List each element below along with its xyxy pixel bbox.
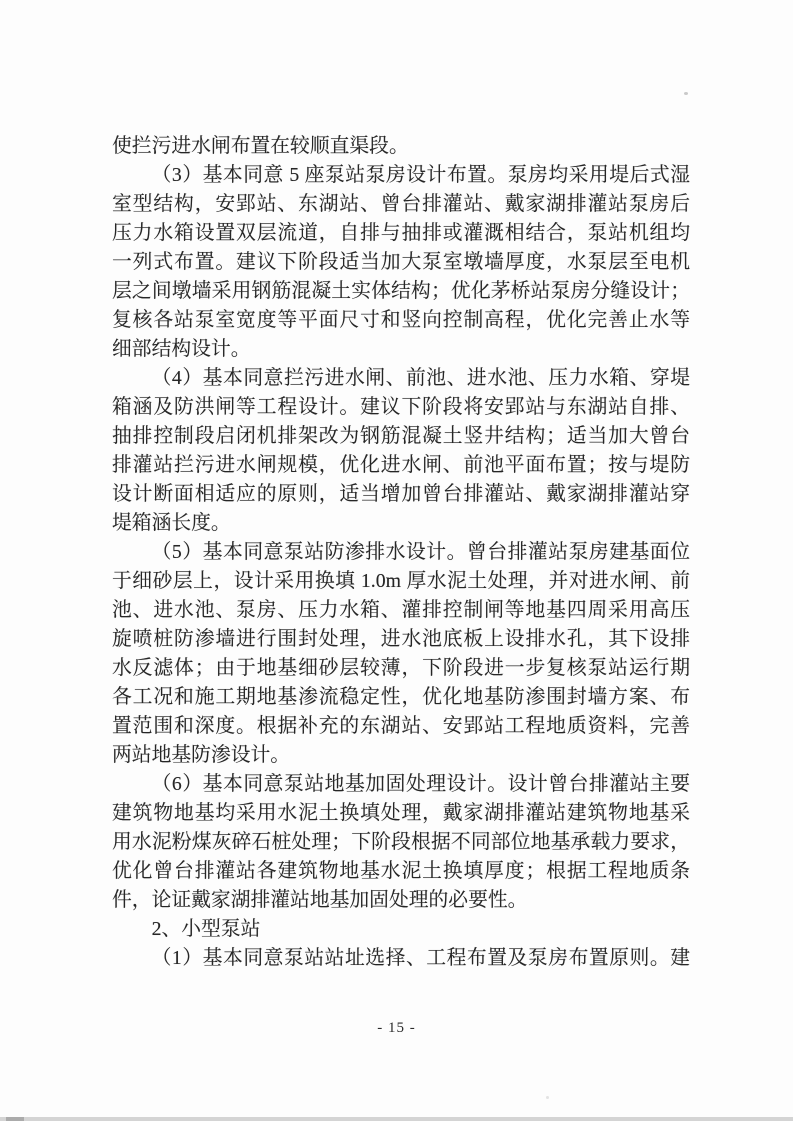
text-line: 复核各站泵室宽度等平面尺寸和竖向控制高程，优化完善止水等 bbox=[112, 309, 690, 331]
text-line: 排灌站拦污进水闸规模，优化进水闸、前池平面布置；按与堤防 bbox=[112, 454, 690, 476]
text-line: 各工况和施工期地基渗流稳定性，优化地基防渗围封墙方案、布 bbox=[112, 686, 690, 708]
text-line: （5）基本同意泵站防渗排水设计。曾台排灌站泵房建基面位 bbox=[151, 541, 690, 563]
document-body bbox=[112, 132, 690, 973]
text-line: 于细砂层上，设计采用换填 1.0m 厚水泥土处理，并对进水闸、前 bbox=[112, 570, 690, 592]
text-line: 2、小型泵站 bbox=[151, 918, 261, 940]
text-line: 水反滤体；由于地基细砂层较薄，下阶段进一步复核泵站运行期 bbox=[112, 657, 690, 679]
text-line: 旋喷桩防渗墙进行围封处理，进水池底板上设排水孔，其下设排 bbox=[112, 628, 690, 650]
text-line: 箱涵及防洪闸等工程设计。建议下阶段将安郢站与东湖站自排、 bbox=[112, 396, 690, 418]
text-line: 压力水箱设置双层流道，自排与抽排或灌溉相结合，泵站机组均 bbox=[112, 222, 690, 244]
text-line: 置范围和深度。根据补充的东湖站、安郢站工程地质资料，完善 bbox=[112, 715, 690, 737]
text-line: 抽排控制段启闭机排架改为钢筋混凝土竖井结构；适当加大曾台 bbox=[112, 425, 690, 447]
text-line: 件，论证戴家湖排灌站地基加固处理的必要性。 bbox=[112, 889, 528, 911]
text-line: 建筑物地基均采用水泥土换填处理，戴家湖排灌站建筑物地基采 bbox=[112, 802, 690, 824]
text-line: （6）基本同意泵站地基加固处理设计。设计曾台排灌站主要 bbox=[151, 773, 690, 795]
text-line: （3）基本同意 5 座泵站泵房设计布置。泵房均采用堤后式湿 bbox=[151, 164, 690, 186]
scan-edge-shadow bbox=[0, 1117, 793, 1121]
text-line: 细部结构设计。 bbox=[112, 338, 251, 360]
scan-artifact-speck-top bbox=[684, 92, 688, 95]
text-line: 堤箱涵长度。 bbox=[112, 512, 231, 534]
text-line: 设计断面相适应的原则，适当增加曾台排灌站、戴家湖排灌站穿 bbox=[112, 483, 690, 505]
page-number: - 15 - bbox=[377, 1020, 416, 1036]
text-line: （4）基本同意拦污进水闸、前池、进水池、压力水箱、穿堤 bbox=[151, 367, 690, 389]
scan-artifact-speck-bottom bbox=[546, 1096, 549, 1099]
text-line: 使拦污进水闸布置在较顺直渠段。 bbox=[112, 135, 409, 157]
text-line: 池、进水池、泵房、压力水箱、灌排控制闸等地基四周采用高压 bbox=[112, 599, 690, 621]
text-line: 室型结构，安郢站、东湖站、曾台排灌站、戴家湖排灌站泵房后 bbox=[112, 193, 690, 215]
text-line: 层之间墩墙采用钢筋混凝土实体结构；优化茅桥站泵房分缝设计； bbox=[112, 280, 690, 302]
scan-edge-shadow-corner bbox=[6, 1117, 24, 1121]
text-line: 用水泥粉煤灰碎石桩处理；下阶段根据不同部位地基承载力要求， bbox=[112, 831, 690, 853]
text-line: 优化曾台排灌站各建筑物地基水泥土换填厚度；根据工程地质条 bbox=[112, 860, 690, 882]
text-line: （1）基本同意泵站站址选择、工程布置及泵房布置原则。建 bbox=[151, 947, 690, 969]
text-line: 两站地基防渗设计。 bbox=[112, 744, 291, 766]
text-line: 一列式布置。建议下阶段适当加大泵室墩墙厚度，水泵层至电机 bbox=[112, 251, 690, 273]
